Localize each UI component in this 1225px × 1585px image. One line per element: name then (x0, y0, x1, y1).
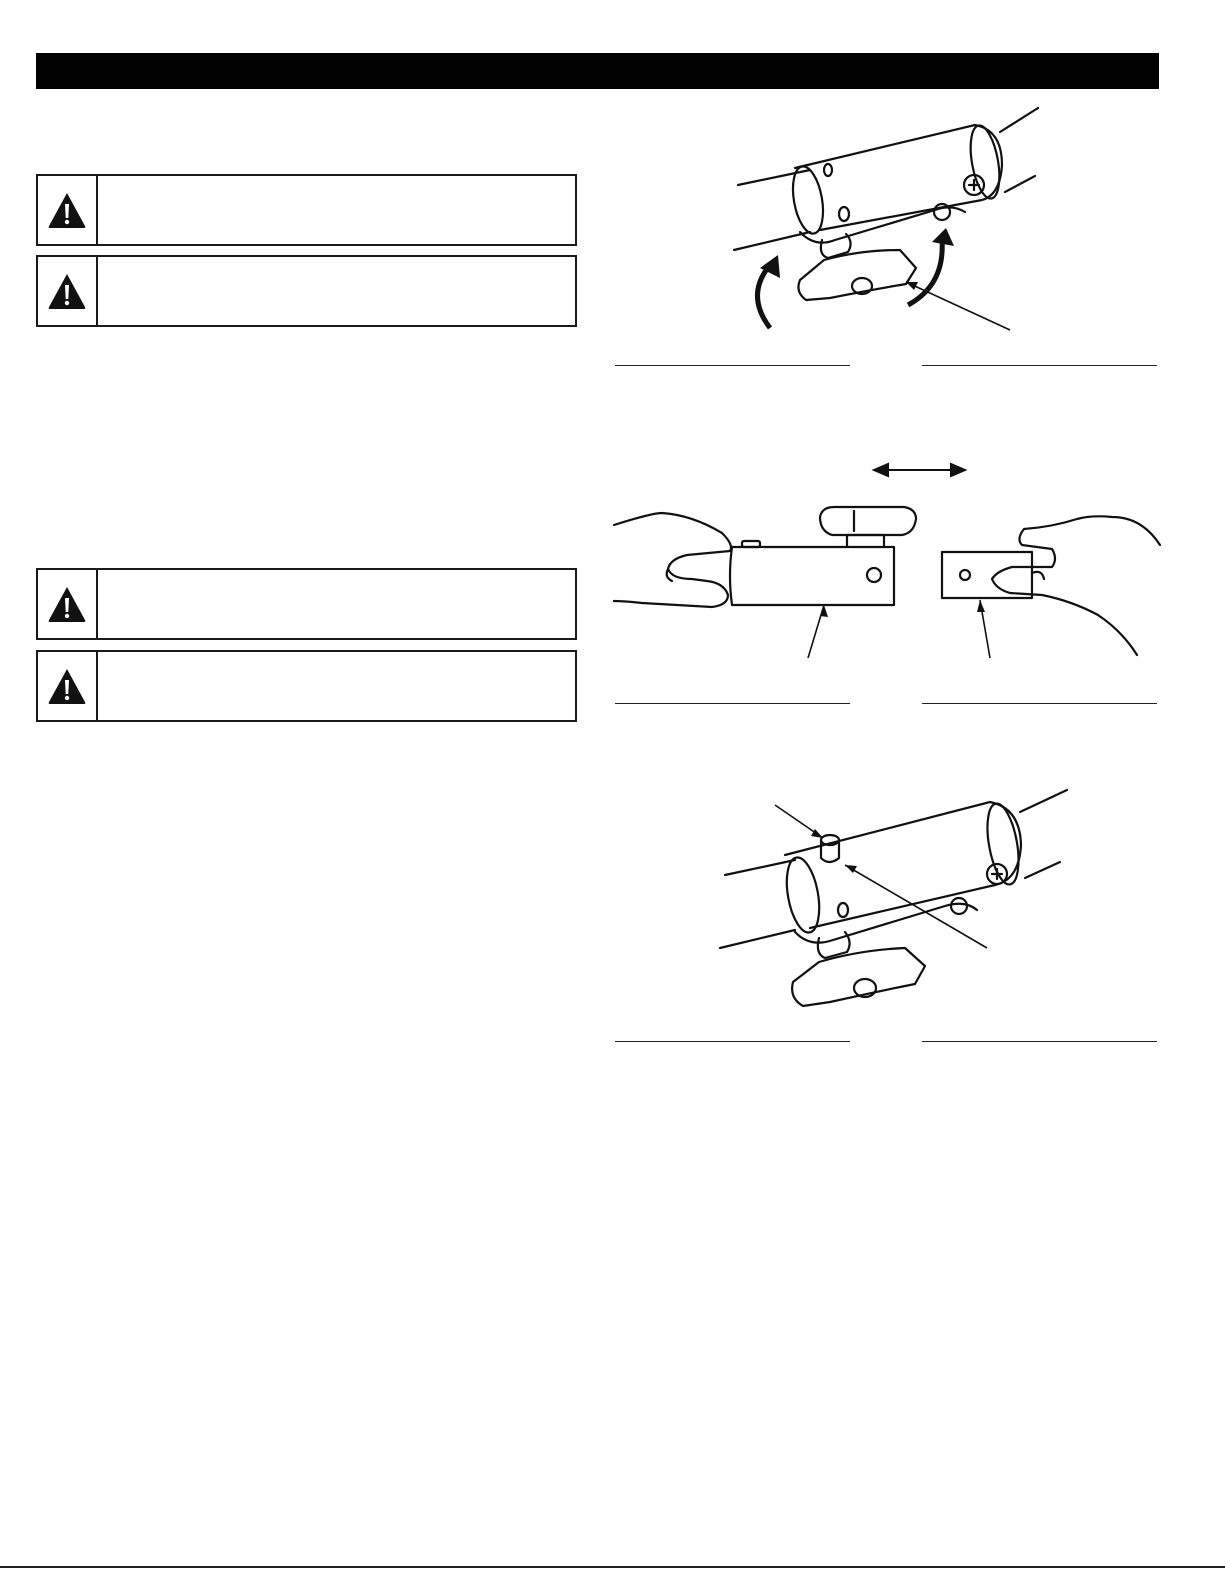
warning-box-1 (36, 174, 577, 246)
section-header-bar (36, 53, 1159, 89)
section-title (36, 60, 50, 82)
warning-box-3 (36, 568, 577, 640)
caption-rule-left (615, 365, 850, 366)
figure-tube-separation (612, 455, 1162, 665)
warning-box-2 (36, 255, 577, 327)
warning-icon-cell (38, 652, 98, 720)
warning-icon-cell (38, 257, 98, 325)
warning-triangle-icon (47, 667, 87, 705)
caption-rule-right (922, 703, 1157, 704)
warning-icon-cell (38, 570, 98, 638)
warning-box-4 (36, 650, 577, 722)
warning-triangle-icon (47, 191, 87, 229)
caption-rule-left (615, 1041, 850, 1042)
figure-coupler-loosen (720, 100, 1050, 340)
caption-rule-left (615, 703, 850, 704)
warning-triangle-icon (47, 272, 87, 310)
warning-triangle-icon (47, 585, 87, 623)
figure-coupler-lock-button (715, 770, 1085, 1025)
warning-icon-cell (38, 176, 98, 244)
caption-rule-right (922, 1041, 1157, 1042)
caption-rule-right (922, 365, 1157, 366)
footer-rule (0, 1566, 1225, 1568)
